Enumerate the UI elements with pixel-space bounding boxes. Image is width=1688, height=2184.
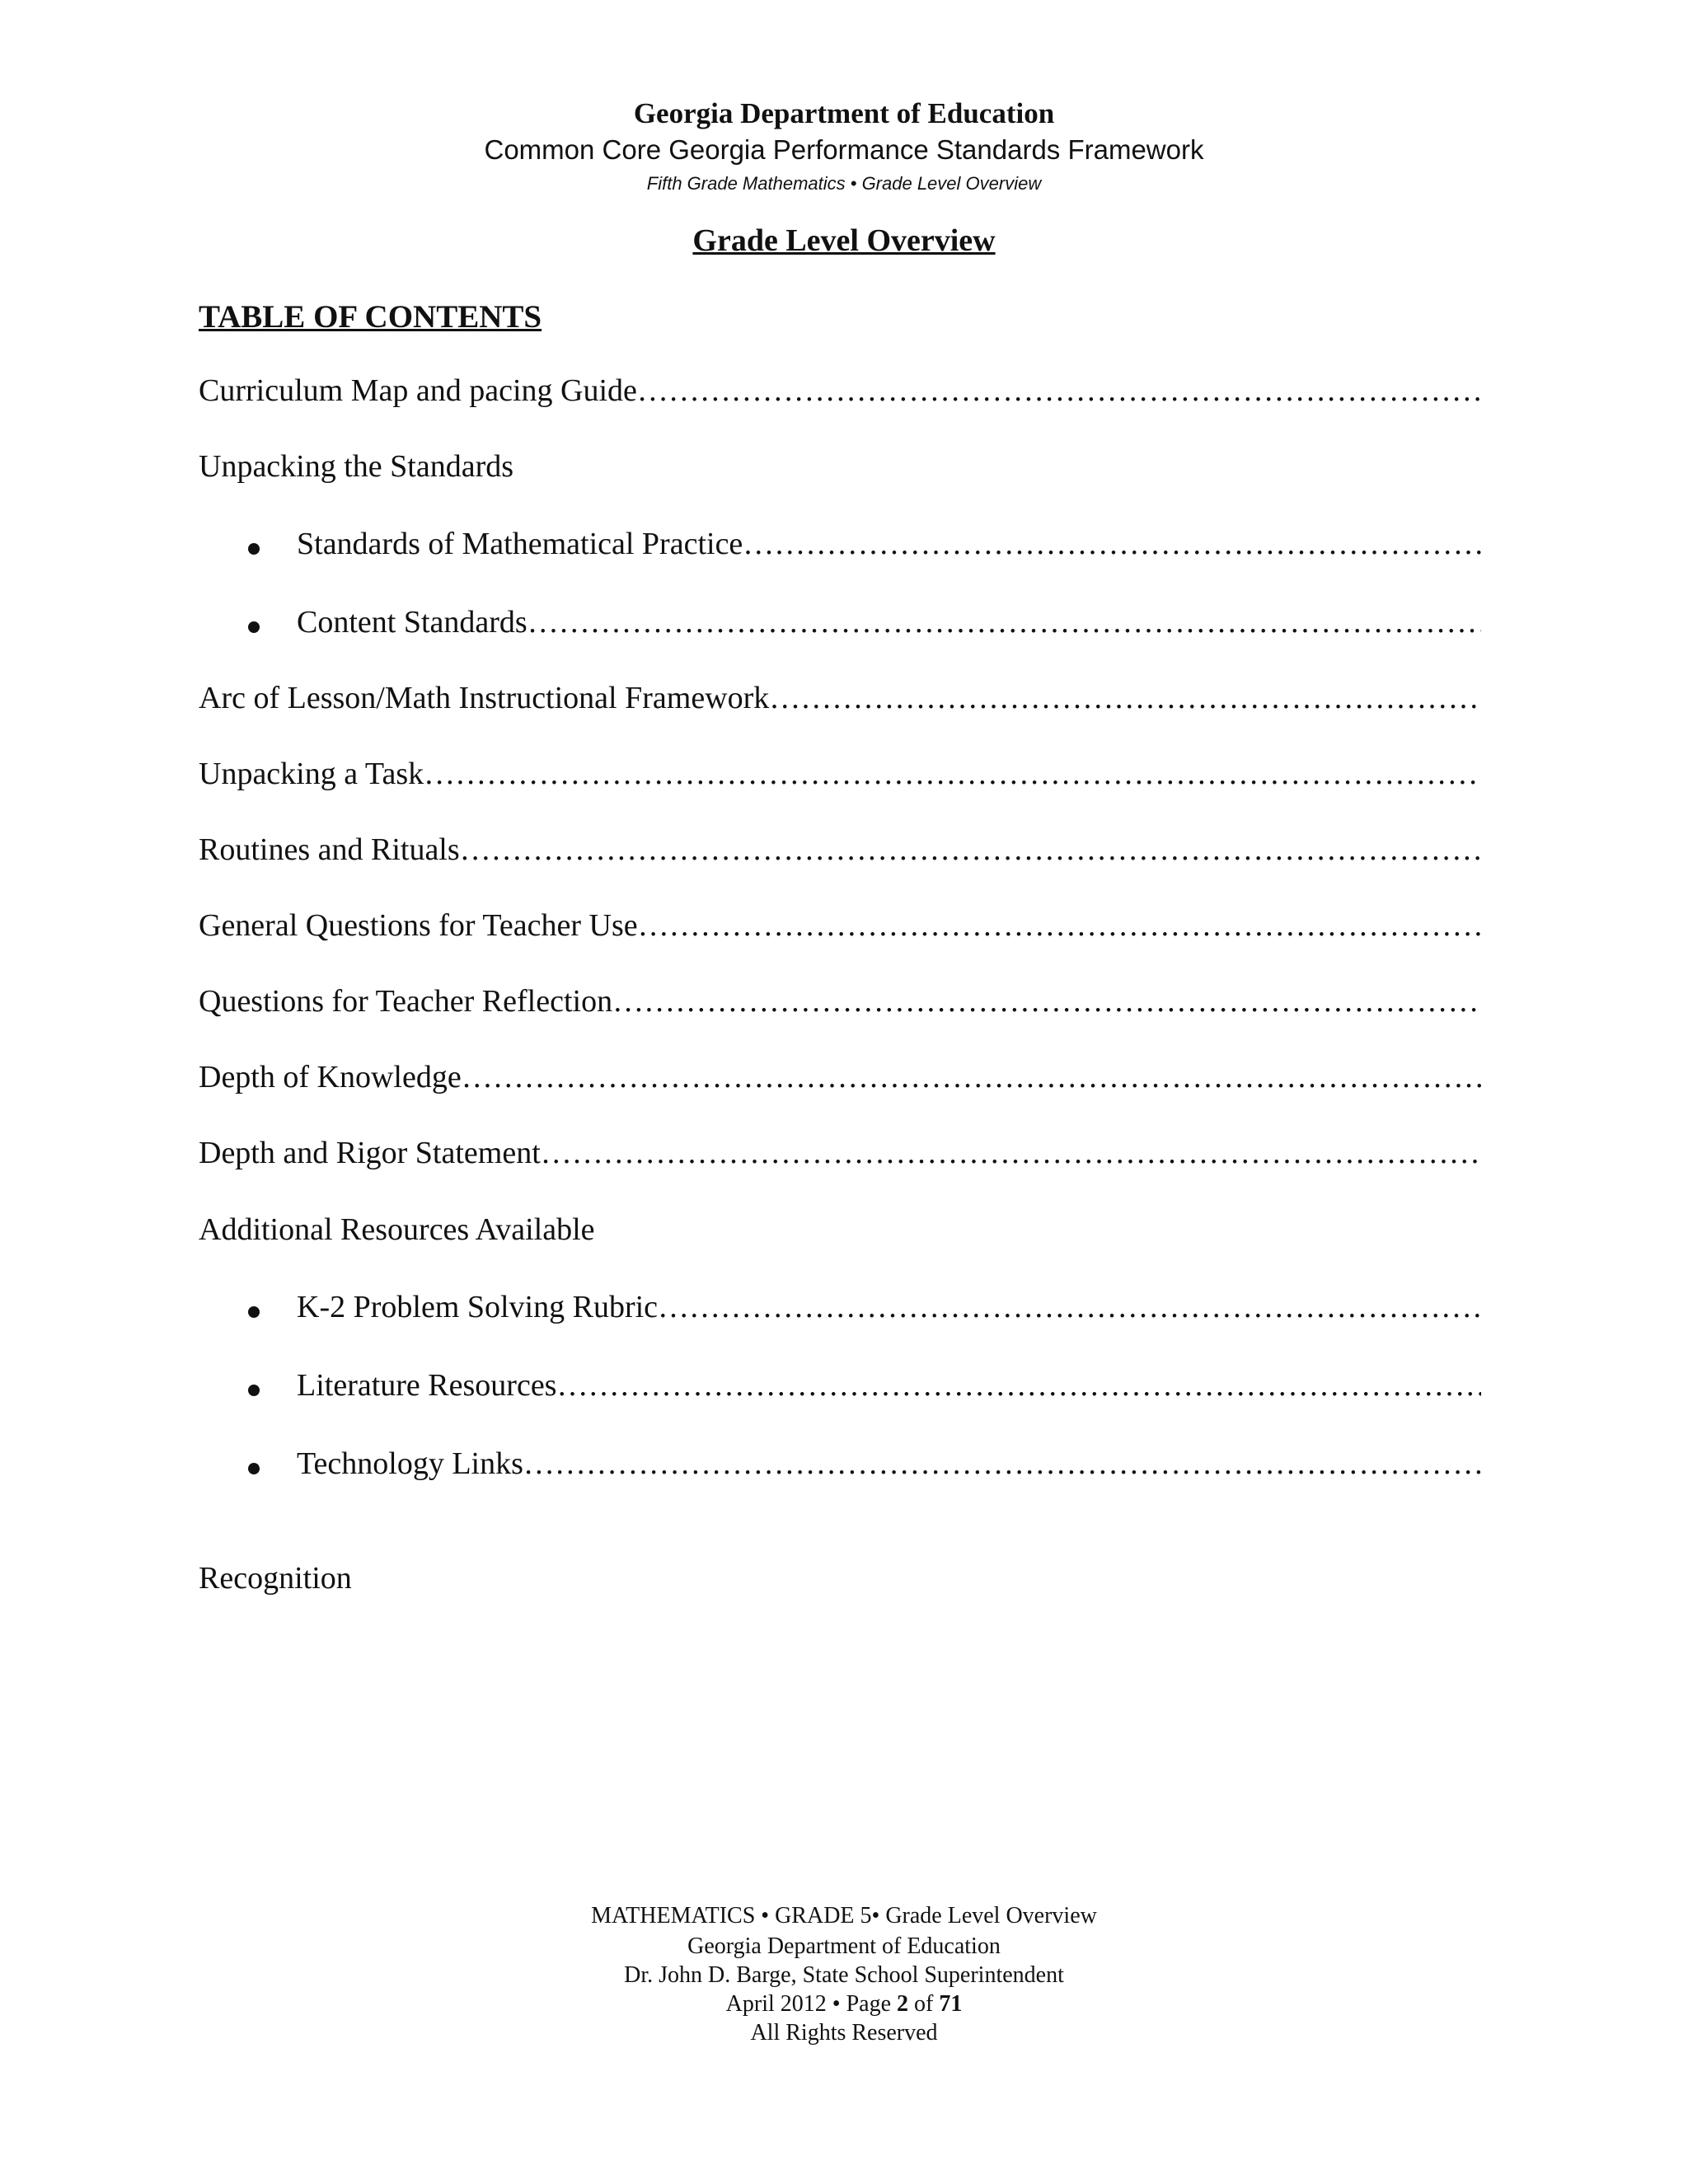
dot-leader: [637, 373, 1481, 409]
toc-entry-teacher-reflection[interactable]: [199, 983, 1481, 1026]
bullet-icon: [244, 1302, 264, 1322]
toc-entry-general-questions[interactable]: [199, 907, 1481, 950]
toc-entry-routines-rituals[interactable]: [199, 832, 1481, 874]
toc-entry-label: Additional Resources Available: [199, 1212, 595, 1247]
dot-leader: [462, 1059, 1481, 1095]
dot-leader: [658, 1289, 1481, 1325]
toc-entry-unpacking-task[interactable]: [199, 756, 1481, 799]
toc-entry-label: Standards of Mathematical Practice: [297, 527, 743, 561]
dot-leader: [556, 1367, 1481, 1404]
toc-entry-depth-of-knowledge[interactable]: [199, 1059, 1481, 1102]
toc-entry-technology-links[interactable]: [297, 1446, 1481, 1488]
toc-entry-label: Questions for Teacher Reflection: [199, 984, 613, 1019]
footer-rights: All Rights Reserved: [750, 2020, 938, 2046]
toc-entry-label: Depth and Rigor Statement: [199, 1136, 541, 1170]
toc-entry-label: General Questions for Teacher Use: [199, 908, 638, 943]
dot-leader: [523, 1446, 1481, 1482]
toc-entry-label: Arc of Lesson/Math Instructional Framework: [199, 681, 770, 715]
toc-entry-problem-solving-rubric[interactable]: [297, 1289, 1481, 1332]
footer-line-3: Dr. John D. Barge, State School Superintendent: [624, 1962, 1064, 1988]
toc-entry-content-standards[interactable]: [297, 604, 1481, 647]
page-number-of: of: [914, 1991, 934, 2017]
page-number-total: 71: [939, 1991, 963, 2017]
bullet-icon: [244, 539, 264, 559]
toc-entry-depth-rigor[interactable]: [199, 1135, 1481, 1178]
toc-entry-label: Literature Resources: [297, 1368, 557, 1403]
toc-entry-label: Content Standards: [297, 605, 528, 640]
dot-leader: [638, 907, 1481, 944]
toc-heading: TABLE OF CONTENTS: [199, 299, 542, 335]
toc-entry-arc-of-lesson[interactable]: [199, 680, 1481, 723]
footer-line-2: Georgia Department of Education: [687, 1933, 1001, 1959]
toc-entry-mathematical-practice[interactable]: [297, 526, 1481, 569]
footer-page-line: [0, 1991, 1688, 2018]
header-framework: Common Core Georgia Performance Standards Framework: [484, 134, 1204, 165]
toc-entry-unpacking-standards[interactable]: [199, 448, 1481, 491]
header-subtitle: Fifth Grade Mathematics • Grade Level Overview: [646, 173, 1042, 194]
dot-leader: [612, 983, 1481, 1019]
bullet-icon: [244, 617, 264, 637]
toc-entry-label: Recognition: [199, 1561, 352, 1596]
toc-entry-recognition[interactable]: [199, 1560, 1481, 1603]
bullet-icon: [244, 1380, 264, 1400]
footer-line-1: MATHEMATICS • GRADE 5• Grade Level Overview: [591, 1903, 1097, 1929]
dot-leader: [541, 1135, 1481, 1171]
dot-leader: [528, 604, 1481, 640]
dot-leader: [743, 526, 1481, 562]
toc-entry-curriculum-map[interactable]: [199, 373, 1481, 415]
toc-entry-label: K-2 Problem Solving Rubric: [297, 1290, 659, 1324]
dot-leader: [769, 680, 1481, 716]
toc-entry-label: Unpacking the Standards: [199, 449, 514, 484]
toc-entry-label: Technology Links: [297, 1446, 523, 1481]
dot-leader: [460, 832, 1481, 868]
toc-entry-literature-resources[interactable]: [297, 1367, 1481, 1410]
page-title: Grade Level Overview: [692, 223, 996, 258]
dot-leader: [424, 756, 1481, 792]
toc-entry-label: Curriculum Map and pacing Guide: [199, 373, 637, 408]
toc-entry-additional-resources[interactable]: [199, 1212, 1481, 1254]
page-number-current: 2: [897, 1991, 908, 2017]
header-organization: Georgia Department of Education: [633, 97, 1055, 129]
toc-entry-label: Routines and Rituals: [199, 832, 460, 867]
toc-entry-label: Depth of Knowledge: [199, 1060, 462, 1094]
toc-entry-label: Unpacking a Task: [199, 757, 424, 791]
bullet-icon: [244, 1459, 264, 1479]
footer-date: April 2012 • Page: [725, 1991, 891, 2017]
